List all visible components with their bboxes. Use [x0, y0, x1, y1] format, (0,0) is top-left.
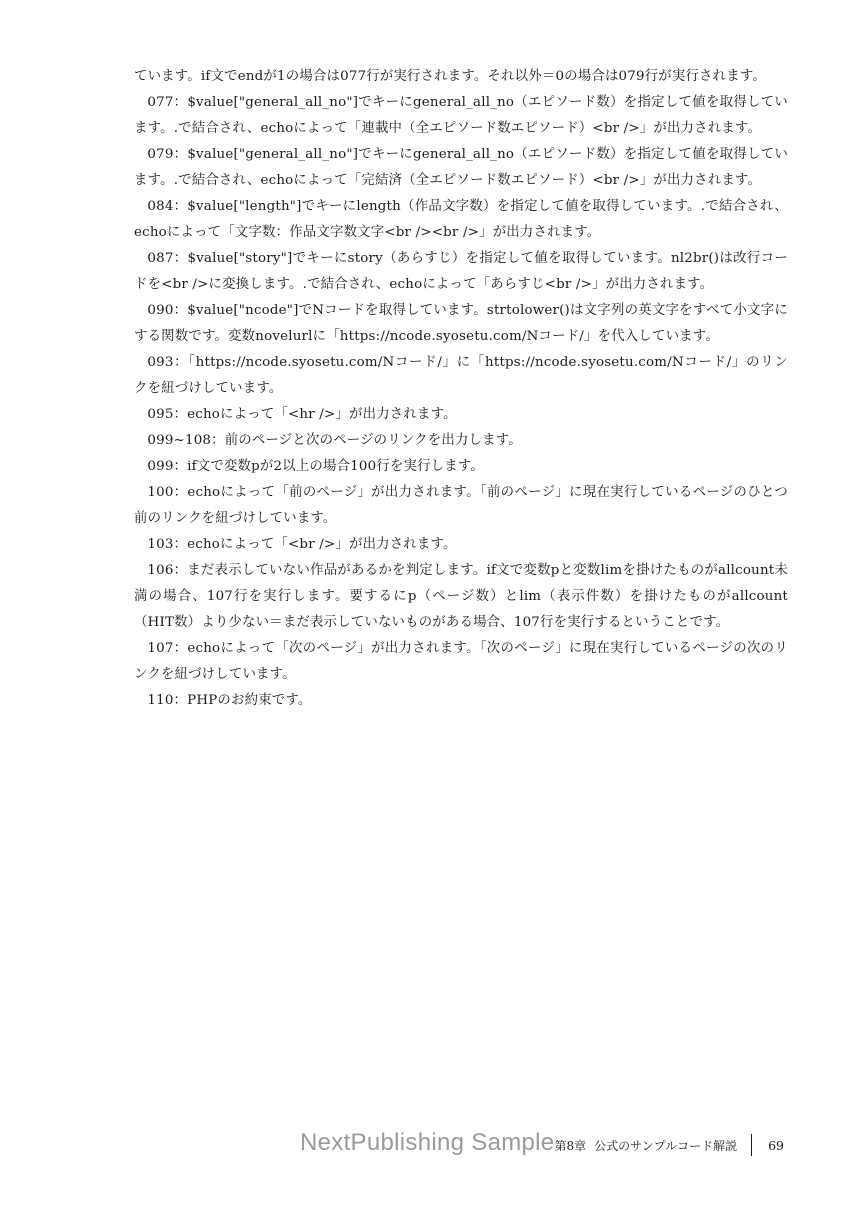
paragraph: 099：if文で変数pが2以上の場合100行を実行します。 — [147, 459, 484, 474]
page-number: 69 — [768, 1137, 784, 1153]
paragraph: 084：$value["length"]でキーにlength（作品文字数）を指定して値を取得しています。.で結合され、echoによって「文字数：作品文字数文字<br /><br />」が出力されます。 — [134, 199, 788, 240]
paragraph: 087：$value["story"]でキーにstory（あらすじ）を指定して値を取得しています。nl2br()は改行コードを<br />に変換します。.で結合され、echoによって「あらすじ<br />」が出力されます。 — [134, 251, 788, 292]
paragraph: 100：echoによって「前のページ」が出力されます。「前のページ」に現在実行しているページのひとつ前のリンクを紐づけしています。 — [134, 485, 788, 526]
chapter-label: 第8章 — [554, 1138, 587, 1153]
paragraph: 110：PHPのお約束です。 — [147, 693, 312, 708]
paragraph: 103：echoによって「<br />」が出力されます。 — [147, 537, 457, 552]
footer-divider — [751, 1134, 752, 1156]
paragraph: 093：「https://ncode.syosetu.com/Nコード/」に「https://ncode.syosetu.com/Nコード/」のリンクを紐づけしています。 — [134, 355, 788, 396]
sample-watermark: NextPublishing Sample — [300, 1129, 555, 1156]
paragraph: 099~108：前のページと次のページのリンクを出力します。 — [147, 433, 522, 448]
paragraph: 079：$value["general_all_no"]でキーにgeneral_all_no（エピソード数）を指定して値を取得しています。.で結合され、echoによって「完結済（全エピソード数エピソード）<br />」が出力されます。 — [134, 147, 788, 188]
paragraph: 106：まだ表示していない作品があるかを判定します。if文で変数pと変数limを掛けたものがallcount未満の場合、107行を実行します。要するにp（ページ数）とlim（表示件数）を掛けたものがallcount（HIT数）より少ない＝まだ表示していないものがある場合、107行を実行するということです。 — [134, 563, 788, 630]
paragraph: ています。if文でendが1の場合は077行が実行されます。それ以外＝0の場合は079行が実行されます。 — [134, 69, 766, 84]
body-text — [134, 64, 788, 714]
chapter-title: 公式のサンプルコード解説 — [594, 1138, 738, 1153]
paragraph: 077：$value["general_all_no"]でキーにgeneral_all_no（エピソード数）を指定して値を取得しています。.で結合され、echoによって「連載中（全エピソード数エピソード）<br />」が出力されます。 — [134, 95, 788, 136]
paragraph: 095：echoによって「<hr />」が出力されます。 — [147, 407, 457, 422]
paragraph: 090：$value["ncode"]でNコードを取得しています。strtolower()は文字列の英文字をすべて小文字にする関数です。変数novelurlに「https://ncode.syosetu.com/Nコード/」を代入しています。 — [134, 303, 788, 344]
page-footer — [555, 1134, 784, 1156]
paragraph: 107：echoによって「次のページ」が出力されます。「次のページ」に現在実行しているページの次のリンクを紐づけしています。 — [134, 641, 788, 682]
